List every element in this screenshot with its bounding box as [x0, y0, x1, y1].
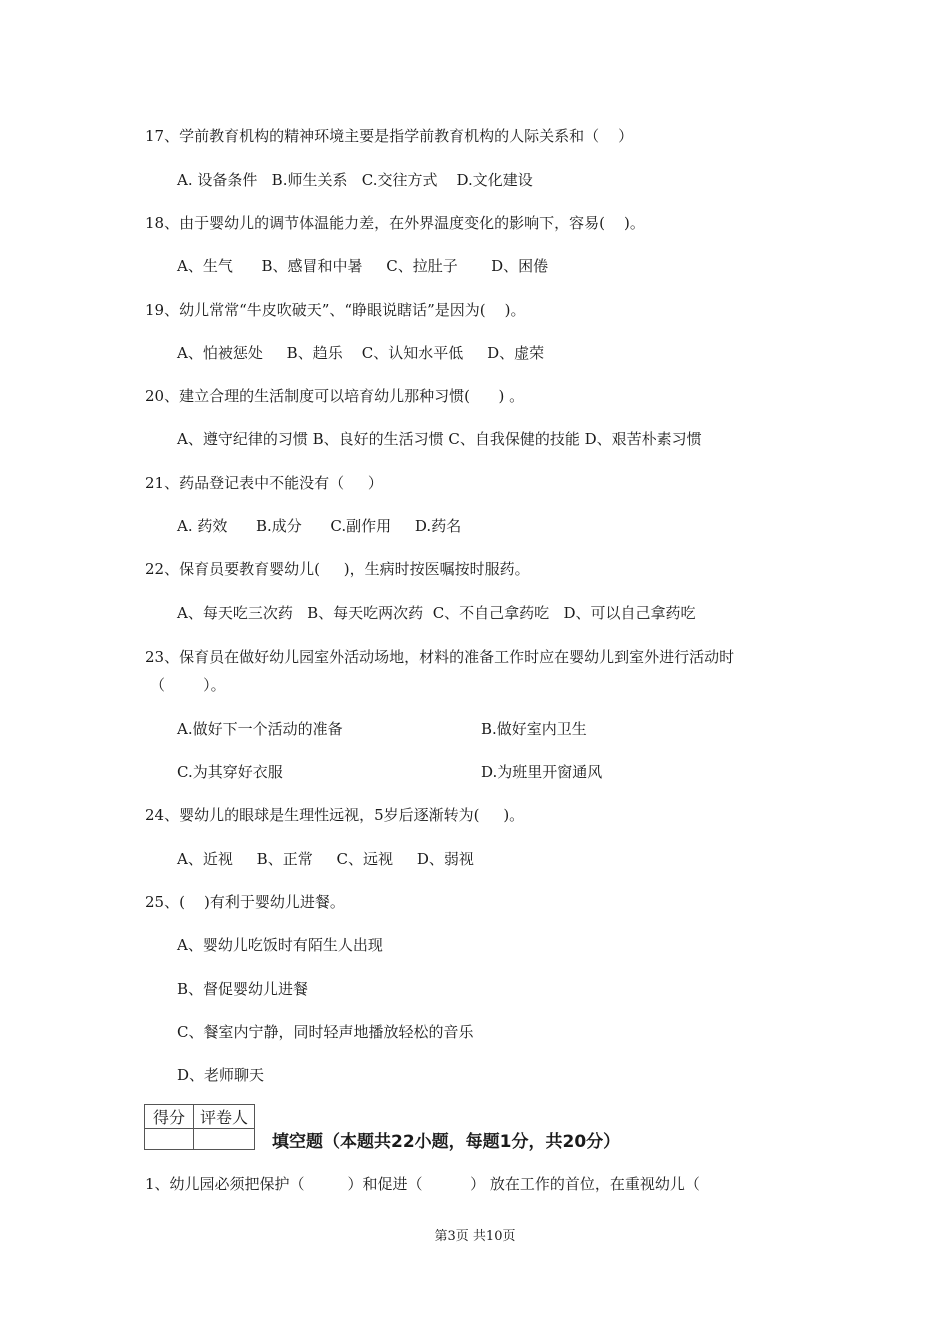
page-footer: 第3页 共10页: [434, 1229, 516, 1244]
question-21-options: A. 药效 B.成分 C.副作用 D.药名: [177, 517, 462, 535]
question-25-option-c: C、餐室内宁静，同时轻声地播放轻松的音乐: [177, 1023, 474, 1041]
question-22-options: A、每天吃三次药 B、每天吃两次药 C、不自己拿药吃 D、可以自己拿药吃: [177, 604, 696, 622]
question-20: 20、建立合理的生活制度可以培育幼儿那种习惯( ) 。: [145, 387, 525, 405]
question-17-options: A. 设备条件 B.师生关系 C.交往方式 D.文化建设: [177, 171, 533, 189]
question-17: 17、学前教育机构的精神环境主要是指学前教育机构的人际关系和（ ）: [145, 127, 634, 145]
question-20-options: A、遵守纪律的习惯 B、良好的生活习惯 C、自我保健的技能 D、艰苦朴素习惯: [177, 430, 702, 448]
question-21: 21、药品登记表中不能没有（ ）: [145, 474, 383, 492]
question-23-blank: （ ）。: [150, 676, 226, 694]
question-22: 22、保育员要教育婴幼儿( )，生病时按医嘱按时服药。: [145, 560, 530, 578]
grader-cell: [194, 1129, 255, 1150]
question-25-option-b: B、督促婴幼儿进餐: [177, 980, 309, 998]
score-table: [144, 1104, 255, 1150]
question-24-options: A、近视 B、正常 C、远视 D、弱视: [177, 850, 474, 868]
question-23: 23、保育员在做好幼儿园室外活动场地，材料的准备工作时应在婴幼儿到室外进行活动时: [145, 648, 735, 666]
grader-label: 评卷人: [194, 1105, 255, 1129]
question-23-option-c: C.为其穿好衣服: [177, 763, 283, 781]
question-23-option-b: B.做好室内卫生: [481, 720, 587, 738]
question-24: 24、婴幼儿的眼球是生理性远视，5岁后逐渐转为( )。: [145, 806, 525, 824]
question-23-option-a: A.做好下一个活动的准备: [177, 720, 343, 738]
fill-question-1: 1、幼儿园必须把保护（ ）和促进（ ） 放在工作的首位，在重视幼儿（: [145, 1175, 700, 1193]
score-cell: [145, 1129, 194, 1150]
section-title: 填空题（本题共22小题，每题1分，共20分）: [272, 1132, 621, 1152]
question-25: 25、( )有利于婴幼儿进餐。: [145, 893, 345, 911]
question-19: 19、幼儿常常“牛皮吹破天”、“睁眼说瞎话”是因为( )。: [145, 301, 526, 319]
question-18: 18、由于婴幼儿的调节体温能力差，在外界温度变化的影响下，容易( )。: [145, 214, 645, 232]
score-label: 得分: [145, 1105, 194, 1129]
question-18-options: A、生气 B、感冒和中暑 C、拉肚子 D、困倦: [177, 257, 549, 275]
question-23-option-d: D.为班里开窗通风: [481, 763, 603, 781]
question-25-option-a: A、婴幼儿吃饭时有陌生人出现: [177, 936, 383, 954]
question-19-options: A、怕被惩处 B、趋乐 C、认知水平低 D、虚荣: [177, 344, 545, 362]
question-25-option-d: D、老师聊天: [177, 1066, 265, 1084]
